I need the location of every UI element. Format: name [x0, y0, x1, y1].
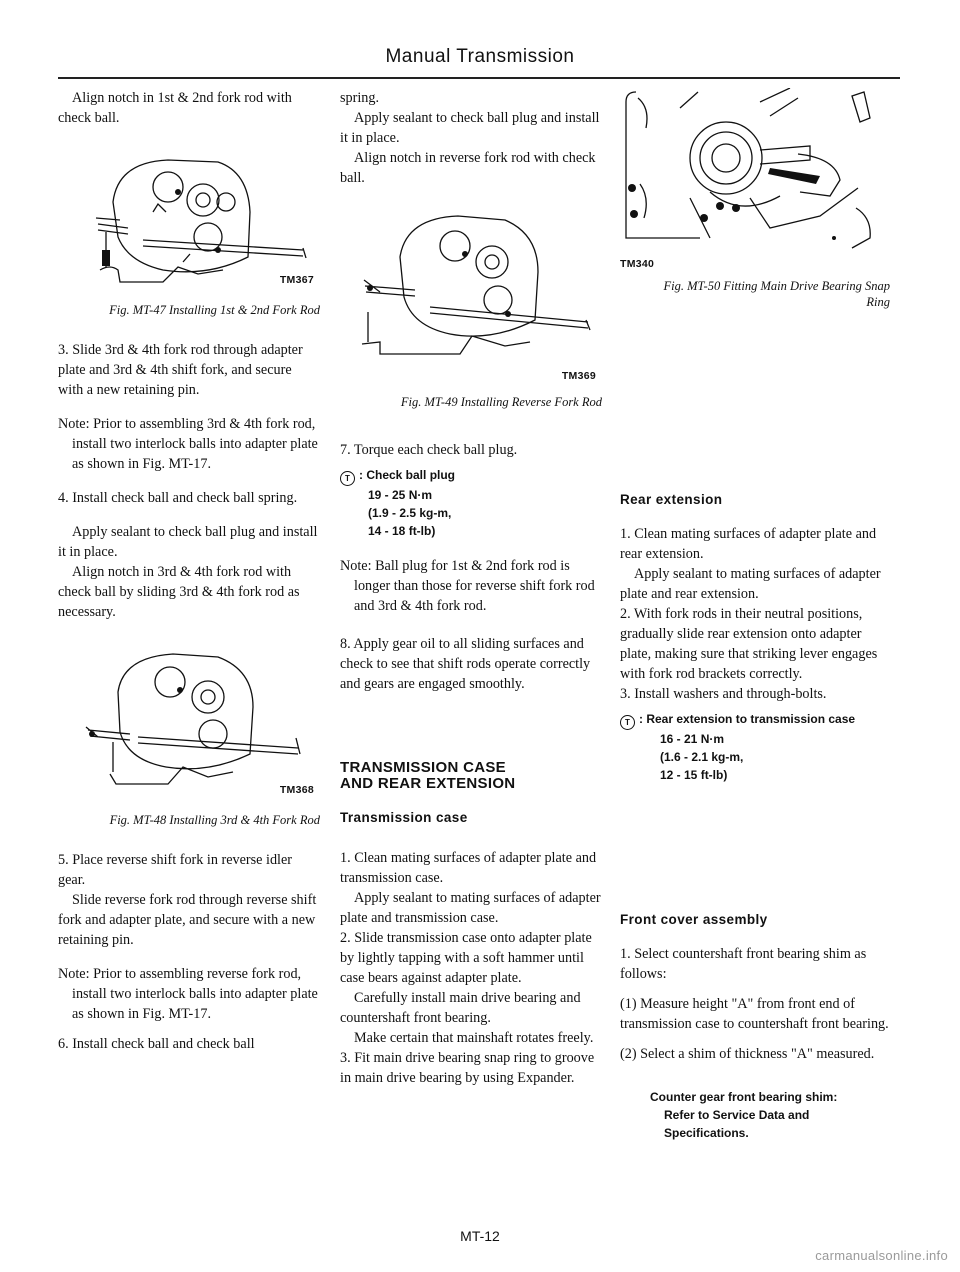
figure-code: TM369	[561, 370, 596, 382]
paragraph: Apply sealant to mating surfaces of adapter plate and rear extension.	[620, 566, 881, 602]
paragraph: Align notch in 3rd & 4th fork rod with check ball by sliding 3rd & 4th fork rod as necessary.	[58, 564, 300, 620]
note: Note: Prior to assembling reverse fork rod, install two interlock balls into adapter plate as shown in Fig. MT-17.	[58, 966, 318, 1022]
sub-step: (2) Select a shim of thickness "A" measured.	[620, 1046, 875, 1062]
column-left	[58, 88, 320, 1068]
paragraph: Apply sealant to check ball plug and install it in place.	[340, 110, 600, 146]
snap-ring-illustration	[620, 88, 890, 278]
step-3: 3. Fit main drive bearing snap ring to groove in main drive bearing by using Expander.	[340, 1050, 595, 1086]
paragraph: Align notch in reverse fork rod with check ball.	[340, 150, 596, 186]
page-header: Manual Transmission	[385, 46, 575, 67]
shim-reference-note	[620, 1088, 890, 1142]
torque-label: : Rear extension to transmission case	[639, 712, 856, 726]
paragraph: Make certain that mainshaft rotates freely.	[354, 1030, 594, 1046]
paragraph: Apply sealant to check ball plug and install it in place.	[58, 524, 318, 560]
section-title-line-2: AND REAR EXTENSION	[340, 775, 516, 792]
sub-step: (1) Measure height "A" from front end of transmission case to countershaft front bearing.	[620, 996, 889, 1032]
transmission-illustration	[340, 202, 602, 378]
paragraph: spring.	[340, 90, 380, 106]
torque-spec	[340, 466, 602, 540]
step-6: 6. Install check ball and check ball	[58, 1036, 255, 1052]
figure-caption: Fig. MT-48 Installing 3rd & 4th Fork Rod	[109, 813, 320, 827]
torque-label: : Check ball plug	[359, 468, 456, 482]
column-right	[620, 88, 890, 1142]
torque-value: (1.9 - 2.5 kg-m,	[368, 506, 452, 520]
column-middle	[340, 88, 602, 1102]
transmission-illustration	[58, 642, 320, 792]
figure-mt47	[58, 142, 320, 292]
page-number: MT-12	[460, 1228, 500, 1244]
step-3: 3. Slide 3rd & 4th fork rod through adapter plate and 3rd & 4th shift fork, and secure with a new retaining pin.	[58, 342, 303, 398]
step-5: 5. Place reverse shift fork in reverse idler gear.	[58, 852, 292, 888]
subsection-title: Rear extension	[620, 492, 723, 507]
torque-spec	[620, 710, 890, 784]
step-2: 2. Slide transmission case onto adapter plate by lightly tapping with a soft hammer until case bears against adapter plate.	[340, 930, 592, 986]
subsection-title: Transmission case	[340, 810, 468, 825]
paragraph: Align notch in 1st & 2nd fork rod with check ball.	[58, 90, 292, 126]
shim-note-line: Specifications.	[664, 1126, 749, 1140]
figure-caption: Fig. MT-47 Installing 1st & 2nd Fork Rod	[109, 303, 320, 317]
paragraph: Apply sealant to mating surfaces of adapter plate and transmission case.	[340, 890, 601, 926]
torque-value: 16 - 21 N·m	[660, 732, 725, 746]
torque-value: 12 - 15 ft-lb)	[660, 768, 728, 782]
shim-note-line: Counter gear front bearing shim:	[650, 1090, 838, 1104]
figure-mt50	[620, 88, 890, 278]
torque-value: 14 - 18 ft-lb)	[368, 524, 436, 538]
step-7: 7. Torque each check ball plug.	[340, 442, 518, 458]
step-1: 1. Clean mating surfaces of adapter plate and rear extension.	[620, 526, 877, 562]
torque-value: (1.6 - 2.1 kg-m,	[660, 750, 744, 764]
figure-code: TM340	[620, 258, 655, 270]
shim-note-line: Refer to Service Data and	[664, 1108, 810, 1122]
paragraph: Slide reverse fork rod through reverse shift fork and adapter plate, and secure with a new retaining pin.	[58, 892, 317, 948]
figure-mt49	[340, 202, 602, 382]
figure-code: TM367	[279, 274, 314, 286]
subsection-title: Front cover assembly	[620, 912, 768, 927]
figure-mt48	[58, 642, 320, 796]
torque-icon: T	[620, 715, 635, 730]
torque-icon: T	[340, 471, 355, 486]
paragraph: Carefully install main drive bearing and countershaft front bearing.	[340, 990, 581, 1026]
header-rule	[58, 77, 900, 79]
section-title	[340, 760, 602, 792]
watermark: carmanualsonline.info	[815, 1248, 948, 1263]
figure-caption: Fig. MT-50 Fitting Main Drive Bearing Snap Ring	[663, 279, 890, 309]
torque-value: 19 - 25 N·m	[368, 488, 433, 502]
figure-code: TM368	[279, 784, 314, 796]
note: Note: Ball plug for 1st & 2nd fork rod is longer than those for reverse shift fork rod and 3rd & 4th fork rod.	[340, 558, 595, 614]
step-1: 1. Clean mating surfaces of adapter plate and transmission case.	[340, 850, 597, 886]
step-4: 4. Install check ball and check ball spring.	[58, 490, 298, 506]
step-8: 8. Apply gear oil to all sliding surfaces and check to see that shift rods operate correctly and gears are engaged smoothly.	[340, 636, 591, 692]
step-1: 1. Select countershaft front bearing shim as follows:	[620, 946, 867, 982]
step-2: 2. With fork rods in their neutral positions, gradually slide rear extension onto adapter plate, making sure that striking lever engages with fork rod brackets correctly.	[620, 606, 878, 682]
note: Note: Prior to assembling 3rd & 4th fork rod, install two interlock balls into adapter plate as shown in Fig. MT-17.	[58, 416, 318, 472]
section-title-line-1: TRANSMISSION CASE	[340, 759, 506, 776]
figure-caption: Fig. MT-49 Installing Reverse Fork Rod	[400, 395, 602, 409]
step-3: 3. Install washers and through-bolts.	[620, 686, 827, 702]
